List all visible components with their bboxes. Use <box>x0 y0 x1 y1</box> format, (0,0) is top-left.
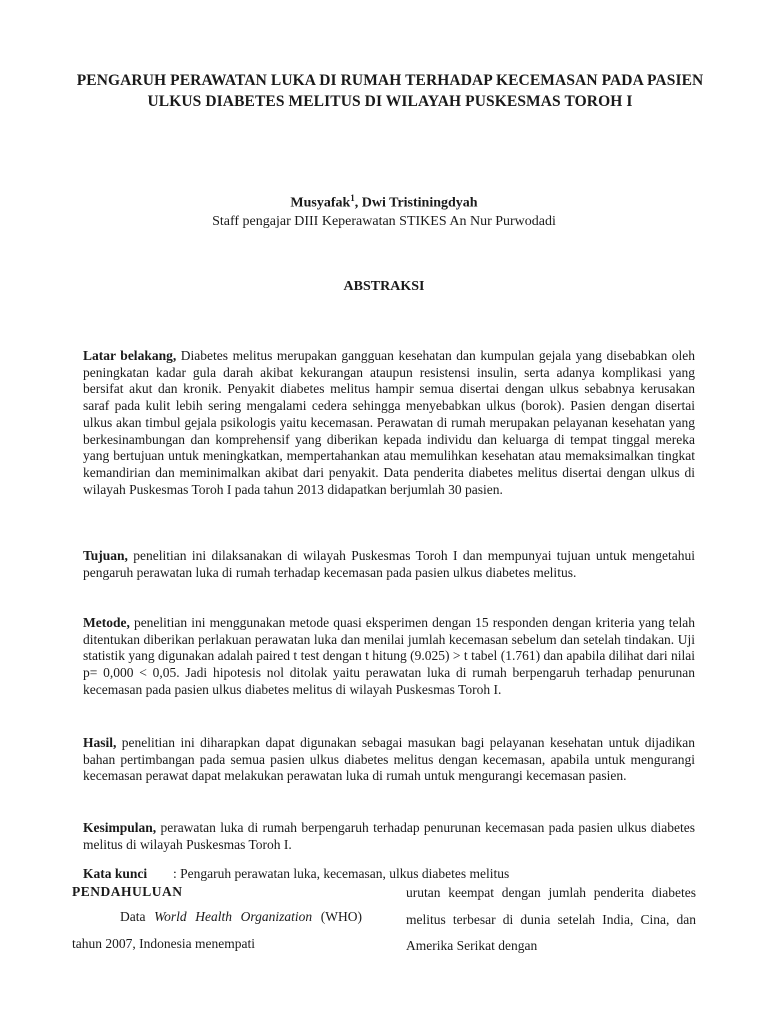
result-label: Hasil, <box>83 735 117 750</box>
abstract-conclusion-paragraph <box>83 820 695 853</box>
abstract-objective-paragraph <box>83 548 695 581</box>
author-affiliation: Staff pengajar DIII Keperawatan STIKES An Nur Purwodadi <box>212 214 556 229</box>
intro-suffix: (WHO) tahun 2007, Indonesia menempati <box>72 909 363 951</box>
result-text: penelitian ini diharapkan dapat digunakan sebagai masukan bagi pelayanan kesehatan untuk dijadikan bahan pertimbangan pada semua pasien ulkus diabetes melitus dengan kecemasan, apabila untuk mengurangi kecemasan perawat dapat melakukan perawatan luka di rumah untuk mengurangi kecemasan pasien. <box>83 735 695 784</box>
first-author: Musyafak <box>290 195 351 211</box>
co-author: , Dwi Tristiningdyah <box>354 195 478 211</box>
keywords-label: Kata kunci <box>83 866 148 881</box>
objective-text: penelitian ini dilaksanakan di wilayah Puskesmas Toroh I dan mempunyai tujuan untuk mengetahui pengaruh perawatan luka di rumah terhadap kecemasan pada pasien ulkus diabetes melitus. <box>83 548 695 580</box>
method-label: Metode, <box>83 615 130 630</box>
author-superscript: 1 <box>350 193 355 203</box>
objective-label: Tujuan, <box>83 548 128 563</box>
body-column-right <box>406 880 696 960</box>
abstract-result-paragraph <box>83 735 695 785</box>
background-text: Diabetes melitus merupakan gangguan kesehatan dan kumpulan gejala yang disebabkan oleh peningkatan kadar gula darah akibat kekurangan ataupun resistensi insulin, serta adanya komplikasi yang bersifat akut dan kronik. Penyakit diabetes melitus hampir semua disertai dengan ulkus sebabnya kerusakan saraf pada kulit lebih sering mengalami cedera sehingga menyebabkan ulkus (borok). Pasien dengan disertai ulkus akan timbul gejala psikologis yaitu kecemasan. Perawatan di rumah merupakan pelayanan kesehatan yang berkesinambungan dan komprehensif yang diberikan kepada individu dan keluarga di tempat tinggal mereka yang bertujuan untuk meningkatkan, mempertahankan atau memulihkan kesehatan atau memaksimalkan tingkat kemandirian dan meminimalkan akibat dari penyakit. Data penderita diabetes melitus disertai dengan ulkus di wilayah Puskesmas Toroh I pada tahun 2013 didapatkan berjumlah 30 pasien. <box>83 348 696 497</box>
conclusion-text: perawatan luka di rumah berpengaruh terhadap penurunan kecemasan pada pasien ulkus diabetes melitus di wilayah Puskesmas Toroh I. <box>83 820 695 852</box>
method-text: penelitian ini menggunakan metode quasi eksperimen dengan 15 responden dengan kriteria yang telah ditentukan diberikan perlakuan perawatan luka dan menilai jumlah kecemasan sebelum dan setelah tindakan. Uji statistik yang digunakan adalah paired t test dengan t hitung (9.025) > t tabel (1.761) dan apabila dilihat dari nilai p= 0,000 < 0,05. Jadi hipotesis nol ditolak yaitu perawatan luka di rumah berpengaruh terhadap penurunan kecemasan pada pasien ulkus diabetes melitus di wilayah Puskesmas Toroh I. <box>83 615 695 697</box>
intro-italic-org: World Health Organization <box>154 909 313 924</box>
background-label: Latar belakang, <box>83 348 177 363</box>
conclusion-label: Kesimpulan, <box>83 820 157 835</box>
section-heading: PENDAHULUAN <box>72 884 183 899</box>
author-line <box>0 193 768 212</box>
intro-paragraph-left <box>72 904 362 957</box>
intro-paragraph-right: urutan keempat dengan jumlah penderita diabetes melitus terbesar di dunia setelah India, Cina, dan Amerika Serikat dengan <box>406 885 696 953</box>
abstract-background-paragraph <box>83 348 695 498</box>
intro-prefix: Data <box>120 909 155 924</box>
abstract-heading: ABSTRAKSI <box>343 279 425 294</box>
body-column-left <box>72 880 362 957</box>
paper-title: PENGARUH PERAWATAN LUKA DI RUMAH TERHADAP KECEMASAN PADA PASIEN ULKUS DIABETES MELITUS DI WILAYAH PUSKESMAS TOROH I <box>76 72 704 110</box>
abstract-method-paragraph <box>83 615 695 699</box>
keywords-text: : Pengaruh perawatan luka, kecemasan, ulkus diabetes melitus <box>173 866 510 881</box>
